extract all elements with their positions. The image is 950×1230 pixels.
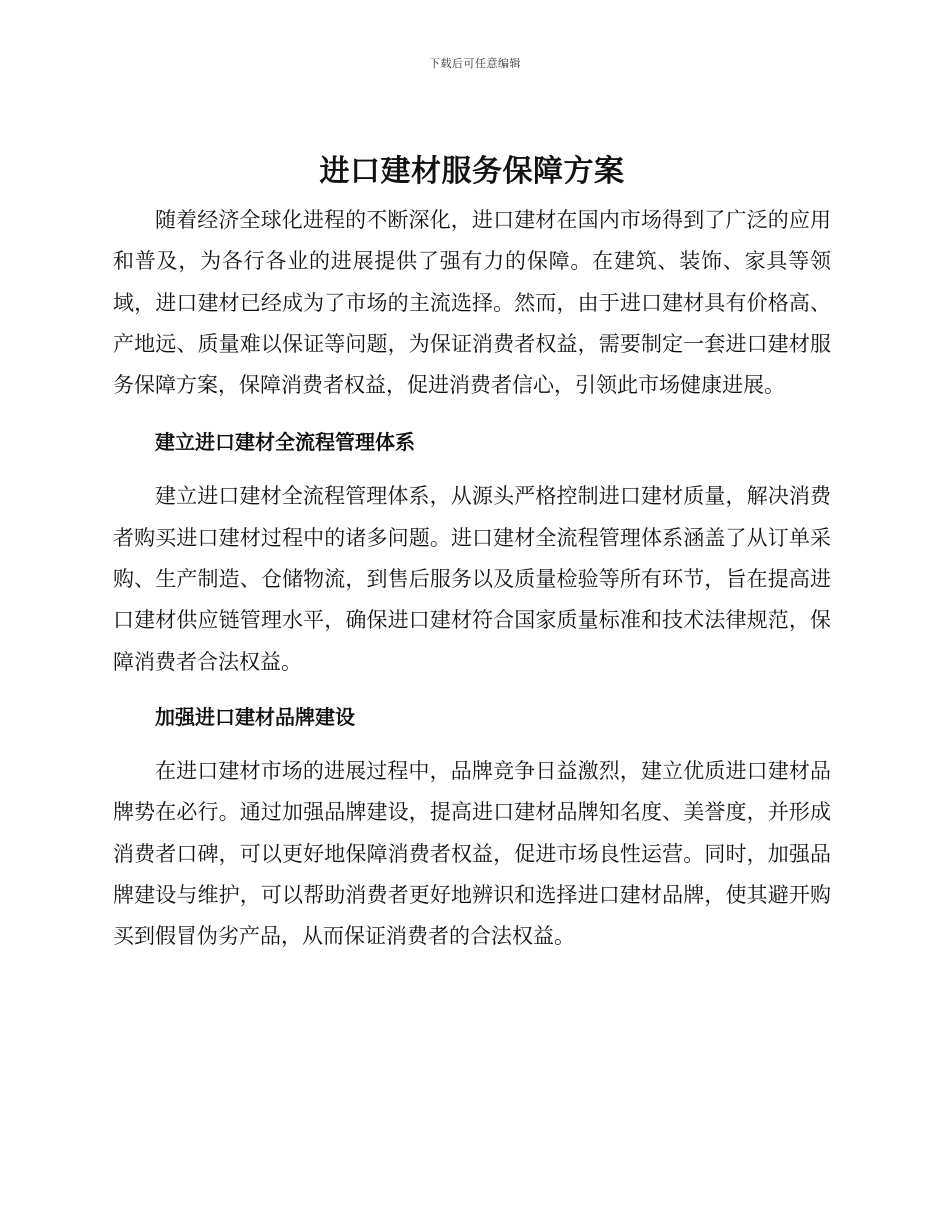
header-note: 下载后可任意编辑 [429, 57, 521, 70]
section-heading-brand-building: 加强进口建材品牌建设 [155, 704, 355, 729]
document-content [113, 150, 831, 957]
document-title: 进口建材服务保障方案 [319, 154, 625, 189]
section-body-management-system: 建立进口建材全流程管理体系，从源头严格控制进口建材质量，解决消费者购买进口建材过程中的诸多问题。进口建材全流程管理体系涵盖了从订单采购、生产制造、仓储物流，到售后服务以及质量检验等所有环节，旨在提高进口建材供应链管理水平，确保进口建材符合国家质量标准和技术法律规范，保障消费者合法权益。 [113, 484, 831, 674]
intro-paragraph: 随着经济全球化进程的不断深化，进口建材在国内市场得到了广泛的应用和普及，为各行各业的进展提供了强有力的保障。在建筑、装饰、家具等领域，进口建材已经成为了市场的主流选择。然而，由于进口建材具有价格高、产地远、质量难以保证等问题，为保证消费者权益，需要制定一套进口建材服务保障方案，保障消费者权益，促进消费者信心，引领此市场健康进展。 [113, 208, 831, 398]
section-heading-management-system: 建立进口建材全流程管理体系 [155, 430, 415, 455]
section-body-brand-building: 在进口建材市场的进展过程中，品牌竞争日益激烈，建立优质进口建材品牌势在必行。通过加强品牌建设，提高进口建材品牌知名度、美誉度，并形成消费者口碑，可以更好地保障消费者权益，促进市场良性运营。同时，加强品牌建设与维护，可以帮助消费者更好地辨识和选择进口建材品牌，使其避开购买到假冒伪劣产品，从而保证消费者的合法权益。 [113, 758, 831, 949]
